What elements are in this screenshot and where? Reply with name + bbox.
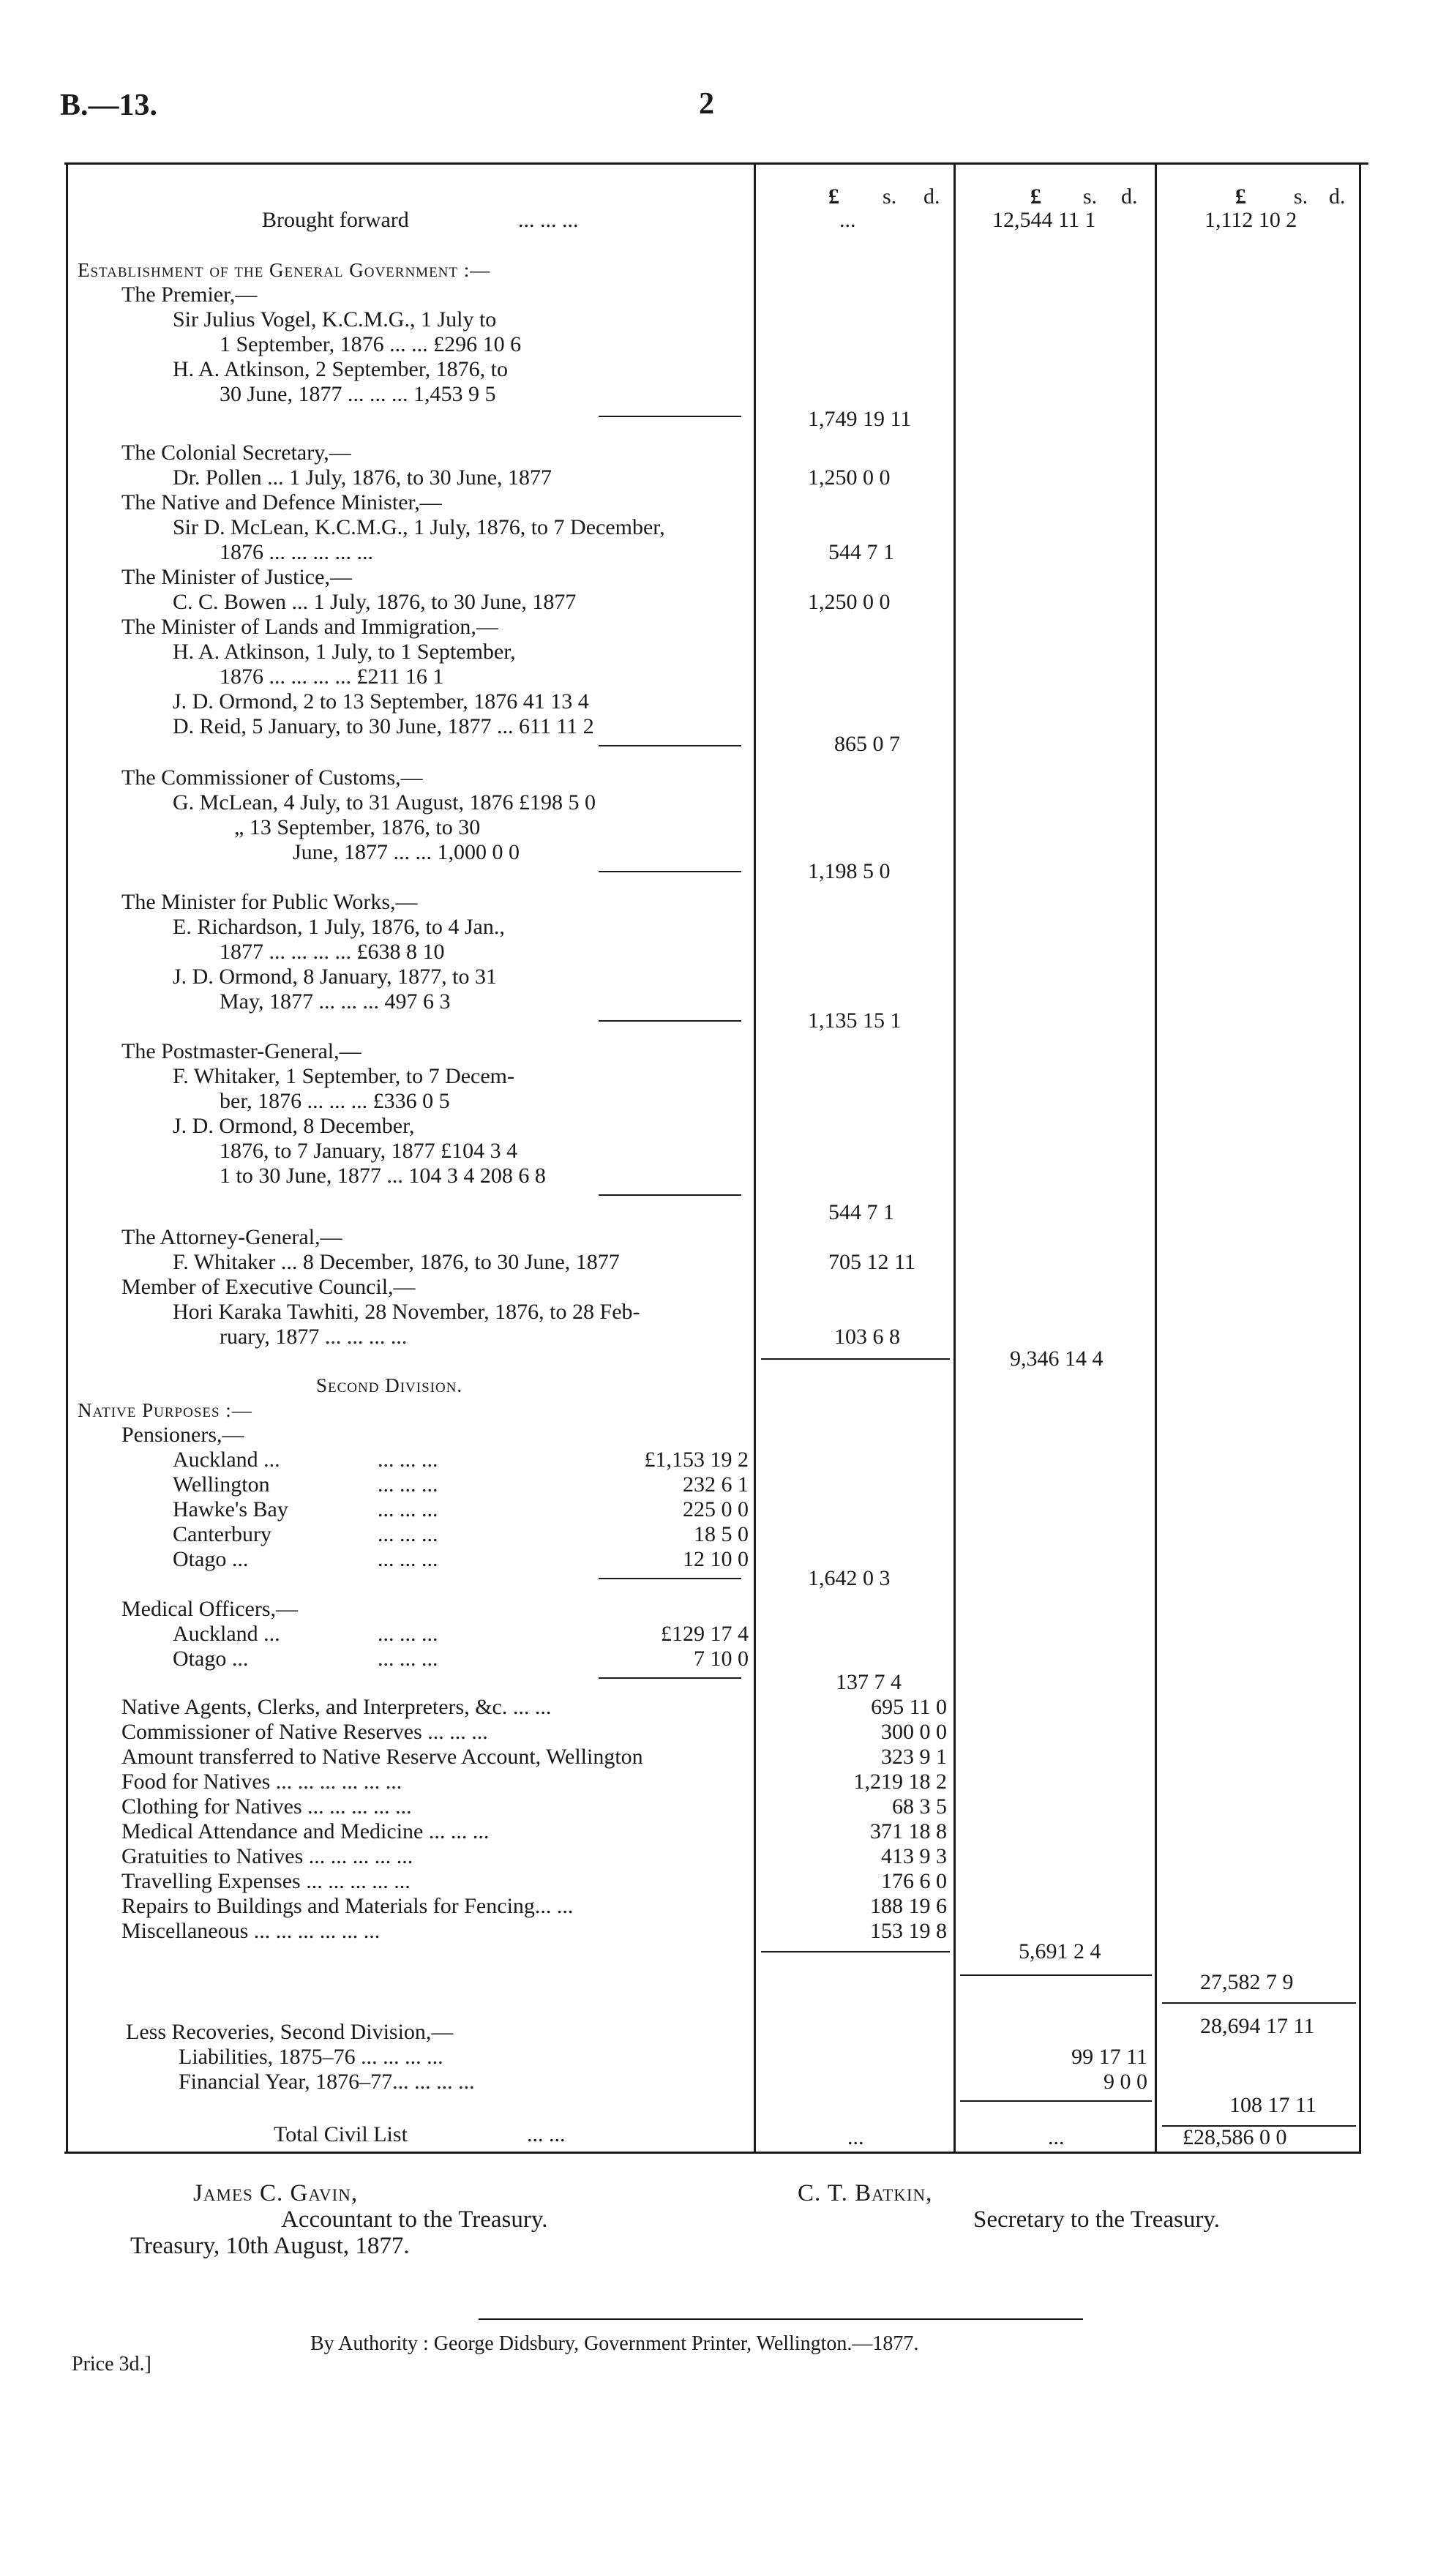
col1-second-rule	[761, 1951, 950, 1952]
establishment-subtotal: 9,346 14 4	[1010, 1347, 1104, 1371]
col2-rule-a	[960, 1974, 1152, 1976]
list-item: Amount transferred to Native Reserve Account, Wellington	[121, 1745, 643, 1769]
col3-subtotal-b: 28,694 17 11	[1200, 2014, 1315, 2038]
list-item: Food for Natives ... ... ... ... ... ...	[121, 1770, 402, 1794]
price-label: Price 3d.]	[72, 2353, 151, 2375]
list-item: Commissioner of Native Reserves ... ... ...	[121, 1720, 488, 1744]
list-item: Repairs to Buildings and Materials for Fencing... ...	[121, 1894, 574, 1918]
col3-rule-a	[1162, 2002, 1356, 2004]
list-item: Medical Attendance and Medicine ... ... ...	[121, 1819, 490, 1843]
second-division-subtotal: 5,691 2 4	[1019, 1939, 1101, 1963]
col-rule-2	[953, 162, 956, 2153]
list-item: Native Agents, Clerks, and Interpreters, &c. ... ...	[121, 1695, 552, 1719]
native-purposes-heading: Native Purposes :—	[78, 1399, 252, 1421]
list-item: Travelling Expenses ... ... ... ... ...	[121, 1869, 411, 1893]
table-top-rule	[64, 162, 1368, 165]
footer-rule	[479, 2318, 1083, 2320]
table-left-rule	[66, 162, 68, 2153]
printer-authority: By Authority : George Didsbury, Government Printer, Wellington.—1877.	[310, 2332, 919, 2355]
section-heading: Establishment of the General Government :—	[78, 259, 491, 281]
page-number: 2	[699, 87, 714, 121]
col1-subtotal-rule	[761, 1358, 950, 1360]
list-item: Gratuities to Natives ... ... ... ... ...	[121, 1844, 413, 1868]
table-bottom-rule	[64, 2152, 1361, 2154]
second-division-heading: Second Division.	[316, 1374, 463, 1396]
list-item: Clothing for Natives ... ... ... ... ...	[121, 1794, 412, 1819]
col-rule-1	[754, 162, 756, 2153]
table-right-rule	[1359, 162, 1361, 2153]
list-item: Miscellaneous ... ... ... ... ... ...	[121, 1919, 381, 1943]
col3-subtotal-a: 27,582 7 9	[1200, 1970, 1294, 1994]
page-reference: B.—13.	[60, 89, 158, 122]
col-rule-3	[1155, 162, 1157, 2153]
